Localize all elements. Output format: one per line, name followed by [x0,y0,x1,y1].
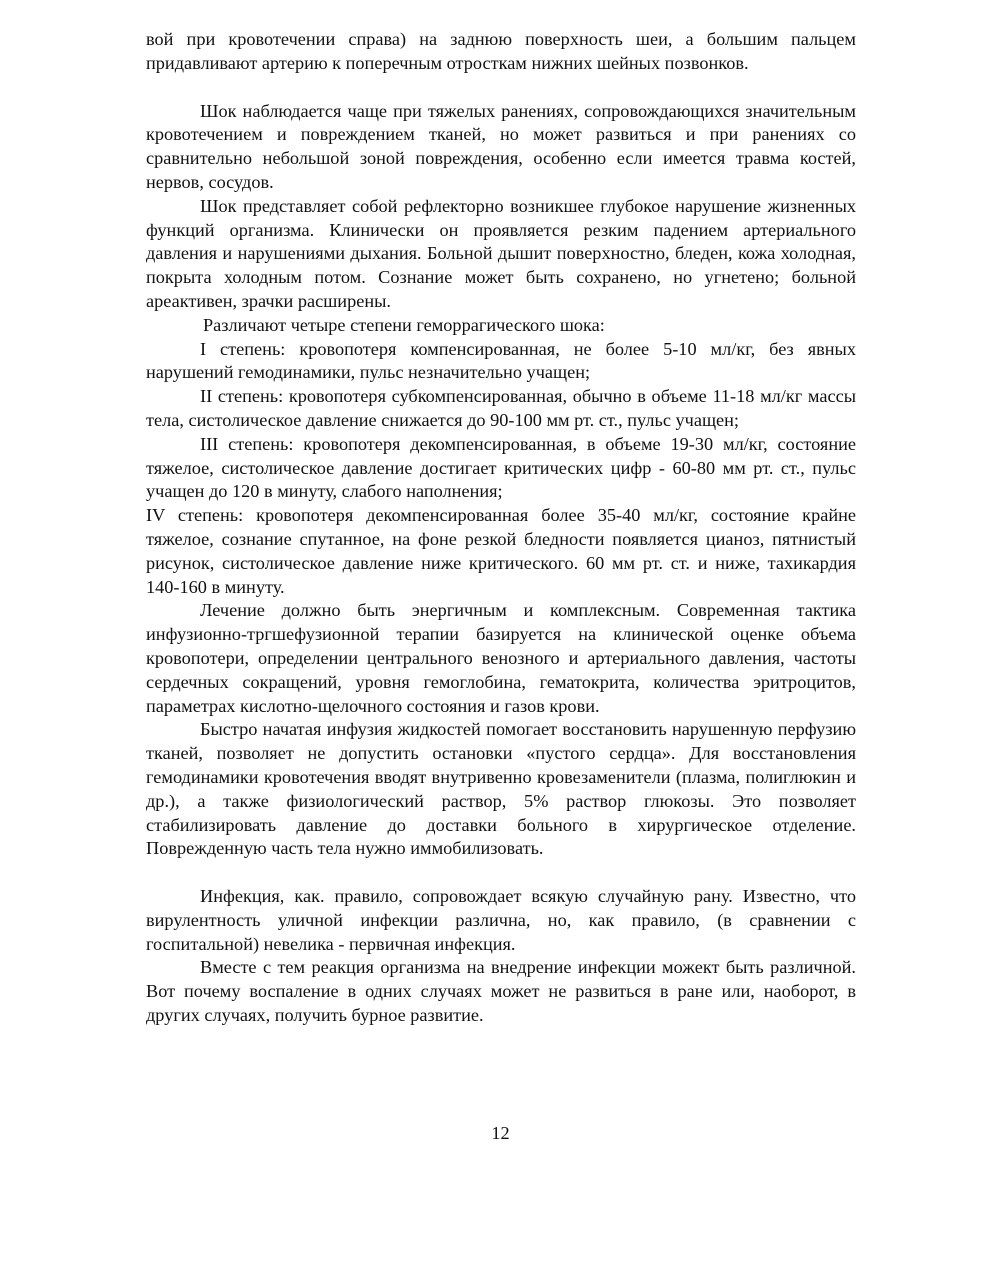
paragraph-organism-reaction: Вместе с тем реакция организма на внедрение инфекции можект быть различной. Вот почему воспаление в одних случаях может не развиться в ране или, наоборот, в других случаях, получить бурное развитие. [146,957,856,1026]
paragraph-treatment: Лечение должно быть энергичным и комплексным. Современная тактика инфузионно-тргшефузионной терапии базируется на клинической оценке объема кровопотери, определении центрального венозного и артериального давления, частоты сердечных сокращений, уровня гемоглобина, гематокрита, количества эритроцитов, параметрах кислотно-щелочного состояния и газов крови. [146,600,856,716]
paragraph-shock-definition: Шок представляет собой рефлекторно возникшее глубокое нарушение жизненных функций организма. Клинически он проявляется резким падением артериального давления и нарушениями дыхания. Больной дышит поверхностно, бледен, кожа холодная, покрыта холодным потом. Сознание может быть сохранено, но угнетено; больной ареактивен, зрачки расширены. [146,195,856,311]
page-number: 12 [491,1123,510,1143]
paragraph-degree-2: II степень: кровопотеря субкомпенсированная, обычно в объеме 11-18 мл/кг массы тела, систолическое давление снижается до 90-100 мм рт. ст., пульс учащен; [146,386,856,430]
paragraph-gap [146,861,856,885]
paragraph-shock-degrees-intro: Различают четыре степени геморрагического шока: [203,314,605,335]
paragraph-gap [146,76,856,100]
paragraph-shock-occurrence: Шок наблюдается чаще при тяжелых ранениях, сопровождающихся значительным кровотечением и повреждением тканей, но может развиться и при ранениях со сравнительно небольшой зоной повреждения, особенно если имеется травма костей, нервов, сосудов. [146,100,856,192]
paragraph-artery-pressing: вой при кровотечении справа) на заднюю поверхность шеи, а большим пальцем придавливают артерию к поперечным отросткам нижних шейных позвонков. [146,29,856,73]
paragraph-degree-1: I степень: кровопотеря компенсированная, не более 5-10 мл/кг, без явных нарушений гемодинамики, пульс незначительно учащен; [146,338,856,383]
paragraph-infusion: Быстро начатая инфузия жидкостей помогает восстановить нарушенную перфузию тканей, позволяет не допустить остановки «пустого сердца». Для восстановления гемодинамики кровотечения вводят внутривенно кровезаменители (плазма, полиглюкин и др.), а также физиологический раствор, 5% раствор глюкозы. Это позволяет стабилизировать давление до доставки больного в хирургическое отделение. Поврежденную часть тела нужно иммобилизовать. [146,719,856,859]
paragraph-degree-4: IV степень: кровопотеря декомпенсированная более 35-40 мл/кг, состояние крайне тяжелое, сознание спутанное, на фоне резкой бледности появляется цианоз, пятнистый рисунок, систолическое давление ниже критического. 60 мм рт. ст. и ниже, тахикардия 140-160 в минуту. [146,505,856,597]
paragraph-infection: Инфекция, как. правило, сопровождает всякую случайную рану. Известно, что вирулентность уличной инфекции различна, но, как правило, (в сравнении с госпитальной) невелика - первичная инфекция. [146,886,856,954]
document-body [146,28,856,1028]
paragraph-degree-3: III степень: кровопотеря декомпенсированная, в объеме 19-30 мл/кг, состояние тяжелое, систолическое давление достигает критических цифр - 60-80 мм рт. ст., пульс учащен до 120 в минуту, слабого наполнения; [146,433,856,502]
